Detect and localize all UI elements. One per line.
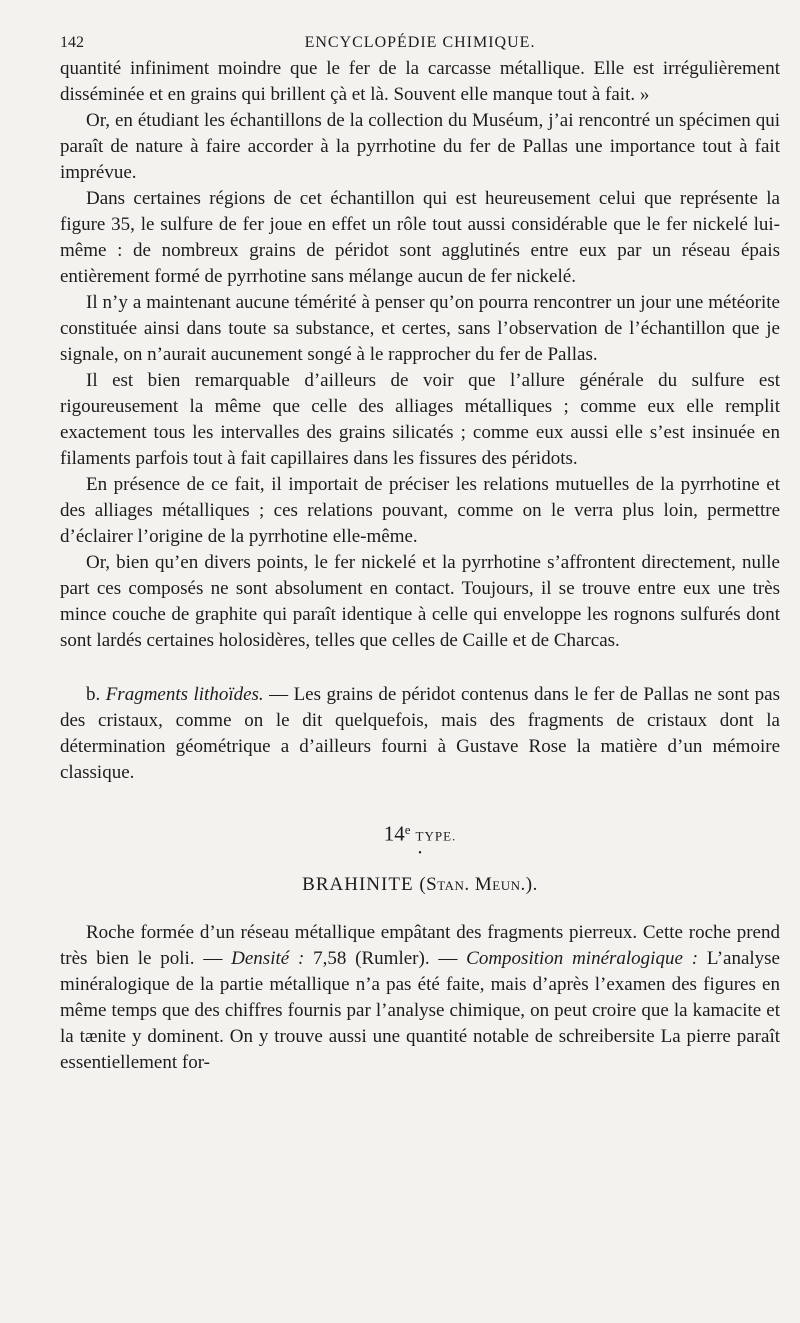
paragraph: quantité infiniment moindre que le fer de la carcasse métallique. Elle est irrégulièrement disséminée et en grains qui brillent çà et là. Souvent elle manque tout à fait. » (60, 58, 780, 105)
type-number: 14 (383, 821, 405, 846)
type-superscript: e (404, 822, 412, 837)
document-page (60, 34, 780, 1076)
paragraph: Or, en étudiant les échantillons de la collection du Muséum, j’ai rencontré un spécimen qui paraît de nature à faire accorder à la pyrrhotine du fer de Pallas une importance tout à fait imprévue. (60, 110, 780, 183)
description-part3: L’analyse minéralogique de la partie métallique n’a pas été faite, mais d’après l’examen des figures en même temps que des chiffres fournis par l’analyse chimique, on peut croire que la kamacite et la tænite y dominent. On y trouve aussi une quantité notable de schreibersite La pierre paraît essentiellement for- (60, 948, 780, 1074)
separator-dot: • (418, 848, 422, 860)
composition-label: Composition minéralogique : (466, 948, 699, 970)
page-number: 142 (60, 34, 84, 51)
fragments-label: b. (86, 684, 101, 705)
paragraph: En présence de ce fait, il importait de préciser les relations mutuelles de la pyrrhotine et des alliages métalliques ; ces relations pouvant, comme on le verra plus loin, permettre d’éclairer l’origine de la pyrrhotine elle-même. (60, 474, 780, 547)
paragraph: Or, bien qu’en divers points, le fer nickelé et la pyrrhotine s’affrontent directement, nulle part ces composés ne sont absolument en contact. Toujours, il se trouve entre eux une très mince couche de graphite qui paraît identique à celle qui enveloppe les rognons sulfurés dont sont lardés certaines holosidères, telles que celles de Caille et de Charcas. (60, 552, 780, 651)
description-paragraph (60, 920, 780, 1076)
running-head: ENCYCLOPÉDIE CHIMIQUE. (304, 34, 536, 51)
paragraph-gap (60, 654, 780, 682)
paragraph: Dans certaines régions de cet échantillon qui est heureusement celui que représente la figure 35, le sulfure de fer joue en effet un rôle tout aussi considérable que le fer nickelé lui-même : de nombreux grains de péridot sont agglutinés entre eux par un réseau épais entièrement formé de pyrrhotine sans mélange aucun de fer nickelé. (60, 188, 780, 287)
description-part1: Roche formée d’un réseau métallique empâtant des fragments pierreux. Cette roche prend très bien le poli. — (60, 922, 780, 970)
page-header (60, 34, 780, 56)
paragraph: Il n’y a maintenant aucune témérité à penser qu’on pourra rencontrer un jour une météorite constituée ainsi dans toute sa substance, et certes, sans l’observation de l’échantillon que je signale, on n’aurait aucunement songé à le rapprocher du fer de Pallas. (60, 292, 780, 365)
description-part2: 7,58 (Rumler). — (304, 948, 467, 970)
density-label: Densité : (231, 948, 305, 970)
paragraph: Il est bien remarquable d’ailleurs de voir que l’allure générale du sulfure est rigoureusement la même que celle des alliages métalliques ; comme eux elle remplit exactement tous les intervalles des grains silicatés ; comme eux aussi elle s’est insinuée en filaments parfois tout à fait capillaires dans les fissures des péridots. (60, 370, 780, 469)
body-text (60, 56, 780, 1076)
section-title (60, 872, 780, 898)
section-name: BRAHINITE (302, 874, 414, 896)
fragments-heading: Fragments lithoïdes. (105, 684, 264, 705)
fragments-text: — Les grains de péridot contenus dans le fer de Pallas ne sont pas des cristaux, comme on le dit quelquefois, mais des fragments de cristaux dont la détermination géométrique a d’ailleurs fourni à Gustave Rose la matière d’un mémoire classique. (60, 684, 780, 783)
section-author: (Stan. Meun.). (419, 874, 538, 896)
type-heading (60, 818, 780, 848)
type-word: TYPE. (415, 828, 457, 844)
fragments-paragraph (60, 682, 780, 786)
